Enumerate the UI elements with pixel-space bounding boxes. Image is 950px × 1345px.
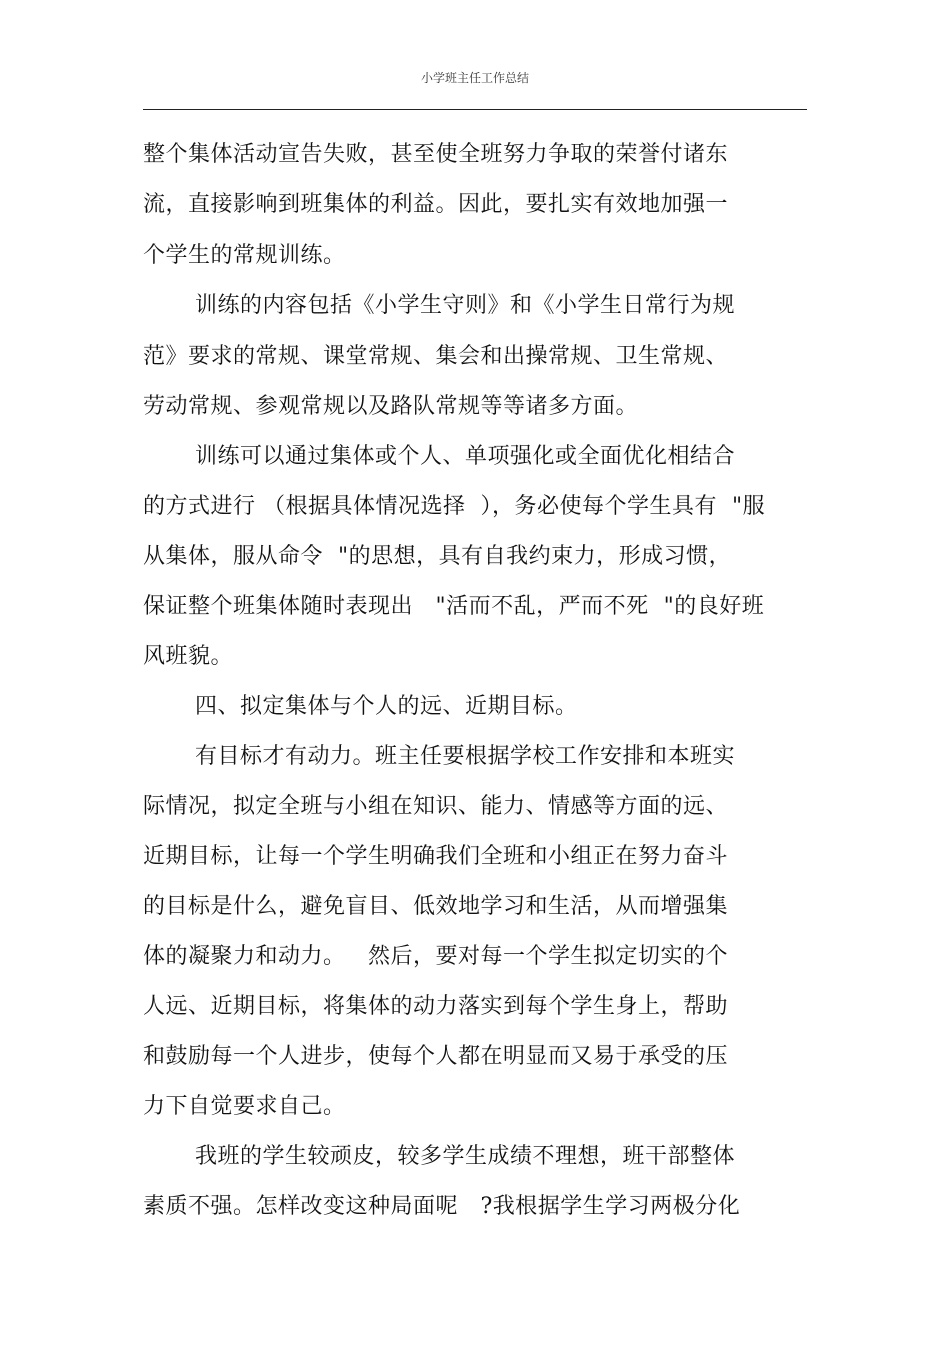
text-line: 从集体，服从命令 "的思想，具有自我约束力，形成习惯， xyxy=(143,544,732,569)
page-header: 小学班主任工作总结 xyxy=(420,71,529,85)
text-line: 我班的学生较顽皮，较多学生成绩不理想，班干部整体 xyxy=(195,1144,736,1169)
text-line: 保证整个班集体随时表现出 "活而不乱，严而不死 "的良好班 xyxy=(143,594,765,619)
text-line: 素质不强。怎样改变这种局面呢 ?我根据学生学习两极分化 xyxy=(143,1194,741,1219)
text-line: 力下自觉要求自己。 xyxy=(143,1094,346,1119)
text-line: 人远、近期目标，将集体的动力落实到每个学生身上，帮助 xyxy=(143,994,729,1019)
text-line: 训练的内容包括《小学生守则》和《小学生日常行为规 xyxy=(195,293,736,318)
text-line: 体的凝聚力和动力。 然后，要对每一个学生拟定切实的个 xyxy=(143,944,728,969)
text-line: 整个集体活动宣告失败，甚至使全班努力争取的荣誉付诸东 xyxy=(143,142,729,167)
text-line: 范》要求的常规、课堂常规、集会和出操常规、卫生常规、 xyxy=(143,344,729,369)
text-line: 际情况，拟定全班与小组在知识、能力、情感等方面的远、 xyxy=(143,794,729,819)
header-divider xyxy=(143,109,807,110)
text-line: 风班貌。 xyxy=(143,644,234,669)
text-line: 训练可以通过集体或个人、单项强化或全面优化相结合 xyxy=(195,444,736,469)
text-line: 劳动常规、参观常规以及路队常规等等诸多方面。 xyxy=(143,394,639,419)
text-line: 的目标是什么，避免盲目、低效地学习和生活，从而增强集 xyxy=(143,894,729,919)
text-line: 和鼓励每一个人进步，使每个人都在明显而又易于承受的压 xyxy=(143,1044,729,1069)
text-line: 近期目标，让每一个学生明确我们全班和小组正在努力奋斗 xyxy=(143,844,729,869)
text-line: 流，直接影响到班集体的利益。因此，要扎实有效地加强一 xyxy=(143,192,729,217)
section-heading: 四、拟定集体与个人的远、近期目标。 xyxy=(195,694,578,719)
text-line: 有目标才有动力。班主任要根据学校工作安排和本班实 xyxy=(195,744,736,769)
text-line: 的方式进行 （根据具体情况选择 ），务必使每个学生具有 "服 xyxy=(143,494,766,519)
text-line: 个学生的常规训练。 xyxy=(143,243,346,268)
